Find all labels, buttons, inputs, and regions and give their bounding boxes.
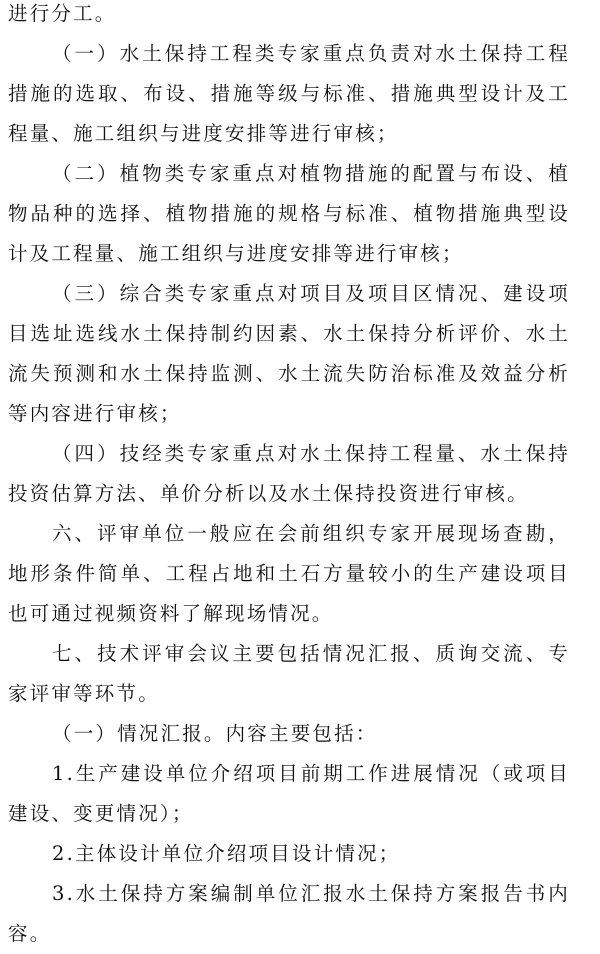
paragraph-engineering-experts: （一）水土保持工程类专家重点负责对水土保持工程措施的选取、布设、措施等级与标准、措施典型设计及工程量、施工组织与进度安排等进行审核； <box>8 42 570 145</box>
list-item-1: 1.生产建设单位介绍项目前期工作进展情况（或项目建设、变更情况）； <box>8 762 570 825</box>
paragraph-section-seven: 七、技术评审会议主要包括情况汇报、质询交流、专家评审等环节。 <box>8 642 570 705</box>
paragraph-comprehensive-experts: （三）综合类专家重点对项目及项目区情况、建设项目选址选线水土保持制约因素、水土保持分析评价、水土流失预测和水土保持监测、水土流失防治标准及效益分析等内容进行审核； <box>8 282 570 425</box>
paragraph-plant-experts: （二）植物类专家重点对植物措施的配置与布设、植物品种的选择、植物措施的规格与标准、植物措施典型设计及工程量、施工组织与进度安排等进行审核； <box>8 162 570 265</box>
paragraph-situation-report: （一）情况汇报。内容主要包括： <box>52 722 378 745</box>
paragraph-economic-experts: （四）技经类专家重点对水土保持工程量、水土保持投资估算方法、单价分析以及水土保持投资进行审核。 <box>8 442 570 505</box>
list-item-3: 3.水土保持方案编制单位汇报水土保持方案报告书内容。 <box>8 882 570 945</box>
paragraph-section-six: 六、评审单位一般应在会前组织专家开展现场查勘，地形条件简单、工程占地和土石方量较小的生产建设项目也可通过视频资料了解现场情况。 <box>8 522 570 625</box>
list-item-2: 2.主体设计单位介绍项目设计情况； <box>52 842 401 865</box>
paragraph-continuation: 进行分工。 <box>8 2 117 25</box>
